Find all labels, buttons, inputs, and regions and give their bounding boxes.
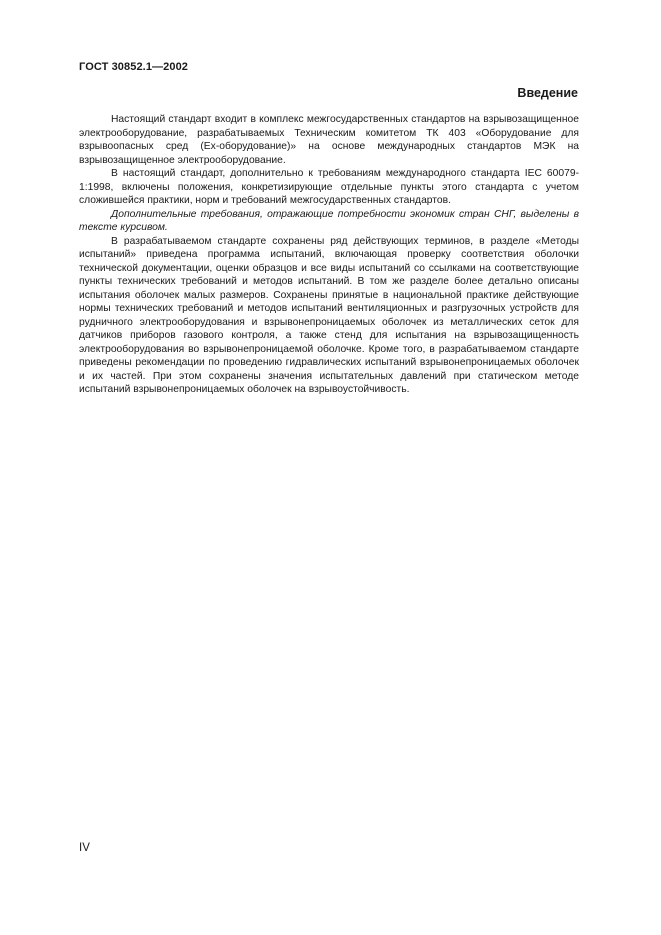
- paragraph-italic: Дополнительные требования, отражающие потребности экономик стран СНГ, выделены в тексте курсивом.: [79, 208, 579, 233]
- document-code: ГОСТ 30852.1—2002: [79, 61, 189, 73]
- page-number: IV: [79, 842, 90, 854]
- paragraph: В настоящий стандарт, дополнительно к требованиям международного стандарта IEC 60079-1:1998, включены положения, конкретизирующие отдельные пункты этого стандарта с учетом сложившейся практики, норм и требований межгосударственных стандартов.: [79, 168, 579, 206]
- paragraph: В разрабатываемом стандарте сохранены ряд действующих терминов, в разделе «Методы испытаний» приведена программа испытаний, включающая проверку соответствия оболочки технической документации, оценки образцов и все виды испытаний со ссылками на соответствующие пункты технических требований и методов испытаний. В том же разделе более детально описаны испытания оболочек малых размеров. Сохранены принятые в национальной практике действующие нормы технических требований и методов испытаний вентиляционных и разгрузочных устройств для рудничного электрооборудования и взрывонепроницаемых оболочек из металлических сеток для датчиков приборов газового контроля, а также стенд для испытания на взрывозащищенность электрооборудования во взрывонепроницаемой оболочке. Кроме того, в разрабатываемом стандарте приведены рекомендации по проведению гидравлических испытаний взрывонепроницаемых оболочек и их частей. При этом сохранены значения испытательных давлений при статическом методе испытаний взрывонепроницаемых оболочек на взрывоустойчивость.: [79, 235, 579, 395]
- section-title: Введение: [517, 86, 578, 100]
- paragraph: Настоящий стандарт входит в комплекс межгосударственных стандартов на взрывозащищенное электрооборудование, разрабатываемых Техническим комитетом ТК 403 «Оборудование для взрывоопасных сред (Ex-оборудование)» на основе международных стандартов МЭК на взрывозащищенное электрооборудование.: [79, 114, 579, 166]
- body-text: [79, 113, 579, 397]
